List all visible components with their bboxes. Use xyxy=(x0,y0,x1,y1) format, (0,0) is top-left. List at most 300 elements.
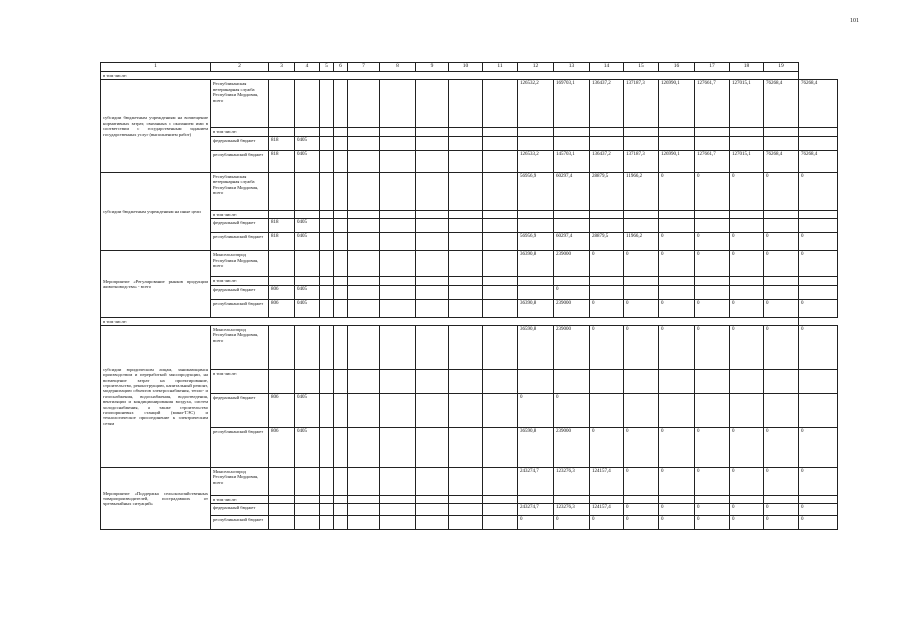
table-row-sub-byudzh-1-fed xyxy=(101,136,838,150)
value-cell xyxy=(320,516,334,530)
value-cell xyxy=(320,233,334,251)
value-cell xyxy=(483,210,518,218)
value-cell xyxy=(320,210,334,218)
value-cell xyxy=(334,370,348,394)
funding-source: республиканский бюджет xyxy=(211,299,269,317)
value-cell xyxy=(449,172,483,210)
value-cell: 0405 xyxy=(295,150,320,172)
value-cell xyxy=(590,136,624,150)
value-cell xyxy=(416,277,449,285)
value-cell xyxy=(380,210,416,218)
value-cell xyxy=(269,326,295,370)
value-cell: 123276,3 xyxy=(554,468,590,496)
funding-source: в том числе: xyxy=(211,370,269,394)
funding-source: республиканский бюджет xyxy=(211,516,269,530)
table-row-regul-fed xyxy=(101,285,838,299)
value-cell xyxy=(449,233,483,251)
value-cell xyxy=(380,428,416,468)
value-cell xyxy=(320,299,334,317)
value-cell xyxy=(295,277,320,285)
funding-source: республиканский бюджет xyxy=(211,150,269,172)
value-cell xyxy=(348,210,380,218)
funding-source: Республиканская ветеринарная служба Республики Мордовия, всего xyxy=(211,172,269,210)
value-cell xyxy=(380,172,416,210)
value-cell: 0 xyxy=(659,468,695,496)
value-cell: 137187,3 xyxy=(624,150,659,172)
value-cell xyxy=(380,80,416,128)
table-row-podderzhka-total xyxy=(101,468,838,496)
value-cell: 127015,1 xyxy=(730,150,764,172)
value-cell: 818 xyxy=(269,233,295,251)
value-cell: 11966,2 xyxy=(624,233,659,251)
funding-source: Минсельхозпрод Республики Мордовия, всего xyxy=(211,326,269,370)
value-cell xyxy=(590,285,624,299)
value-cell xyxy=(295,504,320,516)
value-cell: 0 xyxy=(624,504,659,516)
value-cell xyxy=(380,370,416,394)
table-row-sub-yur-vtch xyxy=(101,370,838,394)
value-cell xyxy=(659,210,695,218)
value-cell xyxy=(483,326,518,370)
header-cell: 2 xyxy=(211,63,269,72)
value-cell xyxy=(380,219,416,233)
value-cell: 806 xyxy=(269,428,295,468)
value-cell: 0405 xyxy=(295,219,320,233)
value-cell xyxy=(334,150,348,172)
value-cell: 127661,7 xyxy=(695,150,730,172)
value-cell: 818 xyxy=(269,150,295,172)
value-cell xyxy=(334,251,348,277)
value-cell: 0 xyxy=(554,394,590,428)
value-cell: 0 xyxy=(730,504,764,516)
value-cell xyxy=(348,516,380,530)
value-cell xyxy=(730,277,764,285)
value-cell xyxy=(295,468,320,496)
value-cell: 0 xyxy=(518,394,554,428)
value-cell xyxy=(590,370,624,394)
table-row-sub-yur-total xyxy=(101,326,838,370)
value-cell xyxy=(483,496,518,504)
value-cell xyxy=(269,80,295,128)
value-cell xyxy=(764,394,799,428)
value-cell xyxy=(416,428,449,468)
value-cell xyxy=(659,128,695,136)
value-cell xyxy=(449,496,483,504)
value-cell xyxy=(730,136,764,150)
value-cell: 0 xyxy=(659,428,695,468)
value-cell: 0 xyxy=(624,326,659,370)
value-cell xyxy=(730,285,764,299)
value-cell xyxy=(348,504,380,516)
value-cell xyxy=(764,219,799,233)
funding-source: Республиканская ветеринарная служба Республики Мордовия, всего xyxy=(211,80,269,128)
header-cell: 7 xyxy=(348,63,380,72)
value-cell: 0 xyxy=(799,251,838,277)
value-cell xyxy=(449,219,483,233)
value-cell xyxy=(334,172,348,210)
value-cell xyxy=(590,277,624,285)
value-cell xyxy=(590,496,624,504)
value-cell: 0 xyxy=(764,468,799,496)
value-cell xyxy=(348,136,380,150)
value-cell xyxy=(380,504,416,516)
table-row-podderzhka-vtch xyxy=(101,496,838,504)
value-cell xyxy=(320,370,334,394)
funding-source: федеральный бюджет xyxy=(211,285,269,299)
value-cell: 0 xyxy=(730,468,764,496)
value-cell xyxy=(449,516,483,530)
value-cell xyxy=(380,150,416,172)
funding-source: в том числе: xyxy=(211,210,269,218)
value-cell xyxy=(348,326,380,370)
value-cell xyxy=(659,277,695,285)
value-cell xyxy=(334,277,348,285)
value-cell xyxy=(320,219,334,233)
value-cell xyxy=(449,80,483,128)
value-cell: 126990,1 xyxy=(659,80,695,128)
value-cell xyxy=(518,210,554,218)
value-cell xyxy=(764,285,799,299)
value-cell xyxy=(518,277,554,285)
value-cell xyxy=(449,326,483,370)
value-cell xyxy=(483,394,518,428)
value-cell: 0 xyxy=(764,428,799,468)
header-cell: 16 xyxy=(659,63,695,72)
value-cell xyxy=(416,394,449,428)
value-cell xyxy=(348,285,380,299)
funding-source: федеральный бюджет xyxy=(211,504,269,516)
value-cell xyxy=(449,504,483,516)
header-cell: 18 xyxy=(730,63,764,72)
value-cell xyxy=(799,219,838,233)
value-cell xyxy=(334,233,348,251)
value-cell xyxy=(334,468,348,496)
value-cell xyxy=(449,285,483,299)
header-cell: 13 xyxy=(554,63,590,72)
funding-source: федеральный бюджет xyxy=(211,136,269,150)
funding-source: Минсельхозпрод Республики Мордовия, всего xyxy=(211,468,269,496)
value-cell xyxy=(334,285,348,299)
value-cell xyxy=(416,136,449,150)
value-cell xyxy=(416,285,449,299)
value-cell xyxy=(334,394,348,428)
value-cell xyxy=(799,394,838,428)
value-cell xyxy=(320,428,334,468)
value-cell xyxy=(416,233,449,251)
value-cell: 0 xyxy=(799,516,838,530)
value-cell: 0 xyxy=(764,299,799,317)
value-cell xyxy=(483,150,518,172)
value-cell: 145703,1 xyxy=(554,150,590,172)
value-cell xyxy=(348,233,380,251)
value-cell xyxy=(380,496,416,504)
value-cell: 126990,1 xyxy=(659,150,695,172)
value-cell xyxy=(483,136,518,150)
value-cell: 0 xyxy=(695,299,730,317)
value-cell xyxy=(380,251,416,277)
value-cell xyxy=(348,299,380,317)
value-cell: 76268,4 xyxy=(799,150,838,172)
value-cell: 0 xyxy=(799,428,838,468)
value-cell xyxy=(730,210,764,218)
value-cell xyxy=(295,370,320,394)
value-cell xyxy=(380,285,416,299)
value-cell: 0 xyxy=(659,326,695,370)
value-cell: 818 xyxy=(269,219,295,233)
value-cell: 60297,4 xyxy=(554,233,590,251)
value-cell xyxy=(269,370,295,394)
value-cell: 0 xyxy=(695,326,730,370)
value-cell xyxy=(659,496,695,504)
value-cell xyxy=(320,80,334,128)
value-cell xyxy=(518,128,554,136)
table-row-regul-total xyxy=(101,251,838,277)
value-cell xyxy=(590,219,624,233)
table-row-sub-byudzh-1-total xyxy=(101,80,838,128)
value-cell xyxy=(483,219,518,233)
value-cell: 0 xyxy=(730,172,764,210)
value-cell: 239000 xyxy=(554,251,590,277)
value-cell xyxy=(554,136,590,150)
value-cell xyxy=(483,299,518,317)
value-cell: 123276,3 xyxy=(554,504,590,516)
table-row-regul-resp xyxy=(101,299,838,317)
header-cell: 10 xyxy=(449,63,483,72)
value-cell: 0405 xyxy=(295,233,320,251)
table-row-v-tom-chisle-1 xyxy=(101,72,838,80)
value-cell xyxy=(554,219,590,233)
value-cell: 124157,4 xyxy=(590,468,624,496)
funding-source: в том числе: xyxy=(211,128,269,136)
value-cell xyxy=(483,516,518,530)
value-cell xyxy=(334,299,348,317)
value-cell: 0 xyxy=(518,516,554,530)
value-cell xyxy=(295,80,320,128)
value-cell xyxy=(554,210,590,218)
value-cell xyxy=(624,496,659,504)
value-cell xyxy=(730,128,764,136)
value-cell xyxy=(449,128,483,136)
value-cell xyxy=(764,136,799,150)
value-cell xyxy=(269,128,295,136)
value-cell xyxy=(730,394,764,428)
table-row-sub-byudzh-1-resp xyxy=(101,150,838,172)
value-cell xyxy=(416,219,449,233)
value-cell: 11966,2 xyxy=(624,172,659,210)
value-cell xyxy=(730,496,764,504)
value-cell: 0 xyxy=(764,326,799,370)
value-cell xyxy=(348,219,380,233)
value-cell xyxy=(416,326,449,370)
value-cell xyxy=(624,394,659,428)
value-cell xyxy=(554,128,590,136)
value-cell: 0405 xyxy=(295,285,320,299)
funding-source: федеральный бюджет xyxy=(211,394,269,428)
value-cell xyxy=(295,128,320,136)
value-cell: 0 xyxy=(695,251,730,277)
page-number: 101 xyxy=(850,18,859,24)
value-cell xyxy=(695,285,730,299)
value-cell: 137187,3 xyxy=(624,80,659,128)
value-cell xyxy=(416,128,449,136)
value-cell xyxy=(695,394,730,428)
value-cell: 60297,4 xyxy=(554,172,590,210)
value-cell xyxy=(695,277,730,285)
value-cell: 239000 xyxy=(554,326,590,370)
value-cell xyxy=(348,80,380,128)
value-cell: 243274,7 xyxy=(518,504,554,516)
value-cell: 28879,5 xyxy=(590,172,624,210)
value-cell xyxy=(554,277,590,285)
value-cell: 36390,8 xyxy=(518,251,554,277)
value-cell xyxy=(518,496,554,504)
value-cell xyxy=(483,172,518,210)
value-cell xyxy=(348,468,380,496)
table-row-regul-vtch xyxy=(101,277,838,285)
value-cell xyxy=(659,136,695,150)
value-cell xyxy=(624,285,659,299)
value-cell: 0 xyxy=(624,251,659,277)
row-description: субсидии бюджетным учреждениям на возмещение нормативных затрат, связанных с оказанием ими в соответствии с государственным заданием государственных услуг (выполнением работ) xyxy=(101,80,211,172)
value-cell xyxy=(295,496,320,504)
value-cell xyxy=(320,326,334,370)
header-cell: 4 xyxy=(295,63,320,72)
value-cell xyxy=(334,504,348,516)
funding-source: в том числе: xyxy=(211,277,269,285)
value-cell: 0405 xyxy=(295,299,320,317)
value-cell xyxy=(483,370,518,394)
value-cell xyxy=(730,219,764,233)
value-cell xyxy=(320,136,334,150)
value-cell xyxy=(416,516,449,530)
value-cell: 239000 xyxy=(554,428,590,468)
section-label: в том числе: xyxy=(101,72,799,80)
value-cell: 806 xyxy=(269,299,295,317)
value-cell xyxy=(334,326,348,370)
value-cell: 0 xyxy=(799,233,838,251)
value-cell xyxy=(590,394,624,428)
value-cell: 0 xyxy=(624,516,659,530)
value-cell xyxy=(624,219,659,233)
value-cell xyxy=(799,285,838,299)
value-cell: 126532,2 xyxy=(518,80,554,128)
header-cell: 14 xyxy=(590,63,624,72)
value-cell xyxy=(590,210,624,218)
value-cell xyxy=(449,136,483,150)
value-cell xyxy=(416,496,449,504)
header-cell: 12 xyxy=(518,63,554,72)
value-cell xyxy=(695,370,730,394)
value-cell xyxy=(416,150,449,172)
value-cell xyxy=(380,326,416,370)
value-cell xyxy=(269,251,295,277)
value-cell: 0 xyxy=(764,233,799,251)
value-cell: 0 xyxy=(659,516,695,530)
header-cell: 17 xyxy=(695,63,730,72)
value-cell: 0 xyxy=(730,233,764,251)
value-cell xyxy=(416,80,449,128)
value-cell xyxy=(348,277,380,285)
table-row-sub-byudzh-2-fed xyxy=(101,219,838,233)
value-cell xyxy=(483,504,518,516)
value-cell xyxy=(554,496,590,504)
value-cell xyxy=(416,210,449,218)
value-cell xyxy=(269,210,295,218)
table-row-sub-byudzh-2-resp xyxy=(101,233,838,251)
value-cell xyxy=(483,277,518,285)
value-cell xyxy=(269,496,295,504)
value-cell: 0 xyxy=(799,299,838,317)
value-cell xyxy=(380,516,416,530)
value-cell xyxy=(449,277,483,285)
value-cell xyxy=(799,277,838,285)
value-cell xyxy=(483,128,518,136)
value-cell xyxy=(334,496,348,504)
value-cell: 0405 xyxy=(295,136,320,150)
value-cell xyxy=(295,251,320,277)
value-cell xyxy=(348,150,380,172)
value-cell xyxy=(348,496,380,504)
table-row-sub-yur-fed xyxy=(101,394,838,428)
value-cell: 0 xyxy=(624,299,659,317)
value-cell xyxy=(320,285,334,299)
value-cell: 127015,1 xyxy=(730,80,764,128)
value-cell: 0 xyxy=(764,251,799,277)
value-cell: 76268,4 xyxy=(799,80,838,128)
value-cell: 127661,7 xyxy=(695,80,730,128)
value-cell xyxy=(380,394,416,428)
value-cell xyxy=(348,251,380,277)
value-cell: 0 xyxy=(764,516,799,530)
value-cell xyxy=(799,210,838,218)
header-row xyxy=(101,63,838,72)
table-row-sub-byudzh-2-vtch xyxy=(101,210,838,218)
value-cell xyxy=(659,394,695,428)
value-cell: 0 xyxy=(730,251,764,277)
value-cell xyxy=(269,468,295,496)
value-cell: 0 xyxy=(695,172,730,210)
value-cell xyxy=(348,128,380,136)
value-cell xyxy=(380,468,416,496)
row-description: субсидии юридическим лицам, занимающимся производством и переработкой мясопродукции, на возмещение затрат на проектирование, строительство, реконструкцию, капитальный ремонт, модернизацию объектов электроснабжения, тепло- и газоснабжения, водоснабжения, водоотведения, вентиляции и кондиционирования воздуха, систем холодоснабжения, а также строительство газопоршневых станций (мини-ТЭС) и технологическое присоединение к электрическим сетям xyxy=(101,326,211,468)
value-cell: 0 xyxy=(590,428,624,468)
value-cell xyxy=(295,172,320,210)
value-cell xyxy=(334,428,348,468)
value-cell xyxy=(764,370,799,394)
value-cell: 169703,1 xyxy=(554,80,590,128)
value-cell xyxy=(449,468,483,496)
value-cell xyxy=(295,326,320,370)
value-cell xyxy=(659,370,695,394)
value-cell: 239000 xyxy=(554,299,590,317)
value-cell: 0405 xyxy=(295,428,320,468)
value-cell xyxy=(659,219,695,233)
row-description: Мероприятие «Поддержка сельскохозяйственных товаропроизводителей, пострадавших от чрезвычайных ситуаций» xyxy=(101,468,211,530)
table-row-sub-yur-resp xyxy=(101,428,838,468)
value-cell: 0 xyxy=(695,504,730,516)
value-cell: 124157,4 xyxy=(590,504,624,516)
header-cell: 15 xyxy=(624,63,659,72)
table-row-sub-byudzh-2-total xyxy=(101,172,838,210)
value-cell: 0 xyxy=(659,172,695,210)
value-cell xyxy=(695,128,730,136)
value-cell xyxy=(624,128,659,136)
value-cell xyxy=(449,428,483,468)
value-cell: 0 xyxy=(799,468,838,496)
value-cell xyxy=(348,370,380,394)
value-cell: 806 xyxy=(269,394,295,428)
value-cell xyxy=(483,285,518,299)
